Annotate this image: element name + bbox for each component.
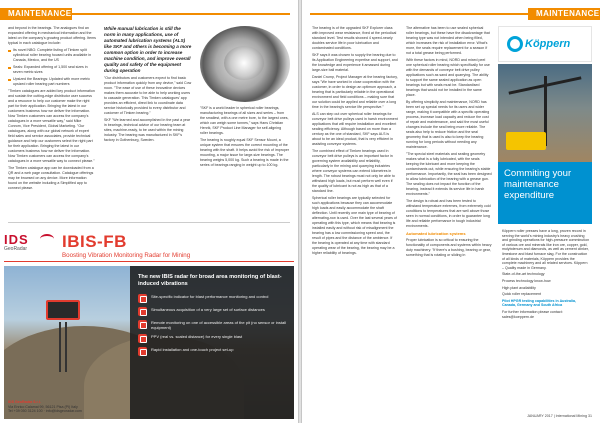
right-page [302,0,600,423]
advert-body [502,229,590,321]
ad-contact-block [8,400,118,414]
feature-panel-headline: The new IBIS radar for broad area monitoring of blast-induced vibrations [138,274,282,287]
advert-intro: Köppern roller presses have a long, proven record in serving the world's mining industry's heavy crushing and grinding operations for high-pressure comminution of various ore and minerals like iron ore, copper, gold, molybdenum and diamonds, as well as cement clinker, limestone and blast furnace slag. For the construction of all kinds of materials, Köppern provides the complete machinery and all related services. Köppern – Quality made in Germany. [502,229,590,270]
section-rule [72,13,290,15]
paragraph: By offering simplicity and maintenance, NORD has been set up special needs for its users and wider range, making it compatible with a specific operating process, increase load capacity and reduce the cost of repair and maintenance, and said the most useful changes include the seal being more reliable. The seals also help to reduce friction and the seal geometry that is used is also to keep the bearing running for long periods without needing any maintenance. [406,100,490,149]
headline-panel [498,162,592,224]
advert-headline: Commiting your maintenance expenditure [504,168,572,201]
section-label: MAINTENANCE [0,8,72,20]
paragraph: Proper lubrication is so critical to ensuring the functionality of components and systems within heavy duty machinery. "If there's a bushing, bearing or gear, something that is rotating or sliding in [406,238,492,257]
paragraph: SKF says it was chosen to supply the bearing due to its Application Engineering expertise and support, and the knowledge and experience it amassed during large-size ball material. [312,53,398,72]
feature-item [138,307,290,316]
article-body [312,26,492,416]
benefit-item: High plant availability [502,285,536,290]
paragraph: and beyond in the bearings. The analogues find an expanded offering in mechanical information and the latest on the company's growing product offering. Items typical in each catalogue include: [8,26,96,45]
feature-text: Site-specific indicator for blast performance monitoring and control [151,294,269,299]
paragraph: "SKF is a world leader in spherical roller bearings, manufacturing bearings of all sizes and series – from the smallest, with a one metre bore, to the largest ones, which can weigh some tonnes," says Hans Christian Henrik, SKF Product Line Manager for self-aligning roller bearings. [200,106,289,135]
section-rule [310,13,528,15]
contact-note[interactable]: For further information please contact: sales@koeppern.de [502,309,563,319]
feature-text: Remote monitoring on one of accessible areas of the pit (no sensor or install equipment) [151,320,286,330]
bearing-photo [200,26,290,102]
product-title: IBIS-FB [62,232,127,251]
ids-logo-text: IDS [4,232,29,247]
feature-icon [138,307,147,316]
ids-swoosh-icon [40,234,54,244]
company-name: IDS GeoRadar S.r.l. [8,400,41,404]
company-address: Via Enrico Calamai 99, 56121 Pisa (PI) Italy [8,404,78,409]
ids-advert[interactable] [0,228,298,423]
paragraph: The bearing is roughly equal SKF Sensor Mount, a unique system that ensures the correct mounting of the bearing with the shaft. It helps avoid the risk of improper mounting, a major issue for large-size bearings. The bearing weighs 5,000 kg. Such a bearing is made in the series of bearings ranging in weight up to 100 kg. [200,138,290,167]
paragraph: SKF "We learned and accomplished in the past a year in bearings, technical advice of our bearing team at sites, machine-ready, to be used within the mining industry. The bearing was manufactured in SKF's factory in Gothenburg, Sweden. [104,118,191,142]
ids-logo-subtext: GeoRadar [4,246,28,252]
feature-panel [130,266,294,419]
feature-icon [138,347,147,356]
koppern-advert[interactable] [498,26,592,416]
paragraph: The combined effect of Timken bearings used in conveyor belt drive pulleys is an important factor in governing system availability and reliability, particularly in the mining and quarrying industries where conveyor systems can extend kilometres in length. The robust bearings must not only be able to withstand high loads, but must perform well even if the quality of lubricant is not as high as that of a standard line. [312,149,395,193]
benefit-item: Process technology know-how [502,278,551,283]
benefit-item: State-of-the-art technology [502,272,545,277]
koppern-logo [498,26,592,62]
koppern-logo-icon [507,36,523,52]
feature-icon [138,320,147,329]
truck-shape [506,132,546,150]
left-page [0,0,298,423]
paragraph: Daniel Crump, Project Manager at the bearing factory, says "We have worked in close cooperation with the customer, in order to design an optimum approach, a bearing that is particularly reliable in the operational environment and field conditions – making sure that our solution could be applied and reliable over a long time in the bearing's service life perspective." [312,75,398,109]
paragraph: "Our distributors and customers expect to find basic product information quickly from any device," said Cow noon. "The ease of use of these innovative devices makes them accurate to be able to help working users to cascade generation. This Timken catalogues' app provides an efficient, direct link to coordinate data service historically provided to every distributor and customer of Timken bearing." [104,76,192,115]
feature-item [138,294,290,303]
paragraph: The design is robust and has been tested to withstand temperature extremes, from extremely cold conditions to temperatures that are well above those seen in normal conditions, in order to guarantee long life and reliable performance in tough industrial environments. [406,199,491,228]
page-footer: JANUARY 2017 | International Mining 31 [527,414,592,418]
paragraph: The alternative has been to use sealed spherical roller bearings, but these have the disadvantage that bearing type was not intended when being filled, which increases the risk of installation error. What's more, the seals require replacement for a season if not a total grease being performed. [406,26,490,55]
feature-item [138,347,290,356]
bullet-item: Seals: Expanded offering of 1,500 seal sizes in seven metric sizes [8,65,96,75]
feature-icon [138,294,147,303]
article-column-3 [200,106,290,216]
feature-icon [138,334,147,343]
paragraph: Spherical roller bearings are typically selected for such applications because they can accommodate high loads and easily accommodate the shaft deflection. Until recently one main type of bearing of alternating-row is used. Over the last several years of operating with this type, which means that bearing is installed easily and without risk of misalignment the bearing has a low commissioning speed and, the result of pipes and the distance of the ambience. If the bearing is operated at any time with standard operating wear of the bearing, the bearing may be a higher reliability of bearings. [312,196,397,255]
paragraph: "Timken catalogues are added key product information and sustain the cutting-edge distributor user success and a resource to help our customer make the right part for their application. Bringing the latest in our customers business how we deliver the information. Now Timken customers can access the company's catalogues in a more versatile way," said Mike Conrom, Vice President, Global Marketing. "Our catalogues, along with our global network of expert field sales and service associates, provide technical guidance and help our customers select the right part for their application. Bringing the latest in our customers business how we deliver the information. Now Timken customers can access the company's catalogues in a more versatile way to connect please." [8,89,95,163]
bullet-item: Upsized the Bearings: Updated with more metric upsized roller bearing part numbers [8,77,96,87]
radar-device-icon [46,300,80,320]
ad-divider [8,222,290,223]
koppern-logo-text: Köppern [525,38,571,50]
subheading: Automated lubrication systems [406,231,466,236]
section-label: MAINTENANCE [528,8,600,20]
article-column-1 [8,26,96,216]
feature-item [138,320,290,330]
product-tagline: Boosting Vibration Monitoring Radar for Mining [62,252,191,259]
bullet-item: Its novel NBG: Complete listing of Timken split cylindrical roller bearing housed units available in Canada, Mexico, and the US [8,48,96,63]
feature-text: Simultaneous acquisition of a very large set of surface distances [151,307,265,312]
paragraph: "The special steel materials and sealing geometry makes what is a fully lubricated, with the seals keeping the lubricant and more keeping the contaminants out, while ensuring the bearing's stable performance. Importantly, the seal has been designed to allow lubrication of the bearing with a grease gun. The sealing does not impact the function of the bearing, instead it extends its service life in harsh environments." [406,152,492,196]
article-column-2 [104,26,192,216]
pull-quote: While manual lubrication is still the norm in many applications, use of automated lubrication systems (ALS) like SKF and others is becoming a more common option in order to increase machine condition, and improve overall quality and safety of the equipment during operation [104,26,192,73]
feature-text: PPV (real vs. scaled distance) for every single blast [151,334,243,339]
feature-item [138,334,290,343]
tripod-shape [59,322,67,372]
radar-photo [4,266,294,419]
pilot-testing-note: Pilot HPGR testing capabilities in Australia, Canada, Germany and South Africa [502,298,576,308]
ad-rule [4,261,294,262]
feature-list [138,294,290,360]
paragraph: The Timken catalogue app can be downloaded from a QR and a web page consultation. Catalogue offerings may be browsed on any device. More information found on the website including a Simplified app to connect please. [8,166,94,190]
paragraph: With these factors in mind, NORD and mixed peel one spherical roller bearing which specifically for use with the demands of conveyor belt drive pulley applications such as sand and quarrying. The ability to support the same sealed application as open bearings but with seals must be. Standardised bearings that would not be installed in the same place. [406,58,490,97]
paragraph: The bearing is of the upgraded SKF Explorer class with improved wear resistance, fixed at the periodical standard level. Test results showed 4 speed-nearly doubles service life in poor lubrication and contaminated conditions. [312,26,397,50]
company-contact[interactable]: Tel +39 050 3124 100 · info@idsgeoradar.com [8,409,82,414]
mining-site-photo [498,64,592,162]
paragraph: ALS can step out over spherical roller bearings for conveyor belt drive pulleys used in harsh environment applications that will require installation and excellent sealing efficiency. Although based on more than a century as the one of standard, SKF says ALS is about to be an ideal product, that is very efficient in assisting conveyor systems. [312,112,398,146]
feature-text: Rapid installation and one-touch project set-up [151,347,234,352]
benefit-item: Quick roller replacement [502,292,541,297]
ids-logo [4,232,58,256]
bearing-bore [224,46,264,80]
